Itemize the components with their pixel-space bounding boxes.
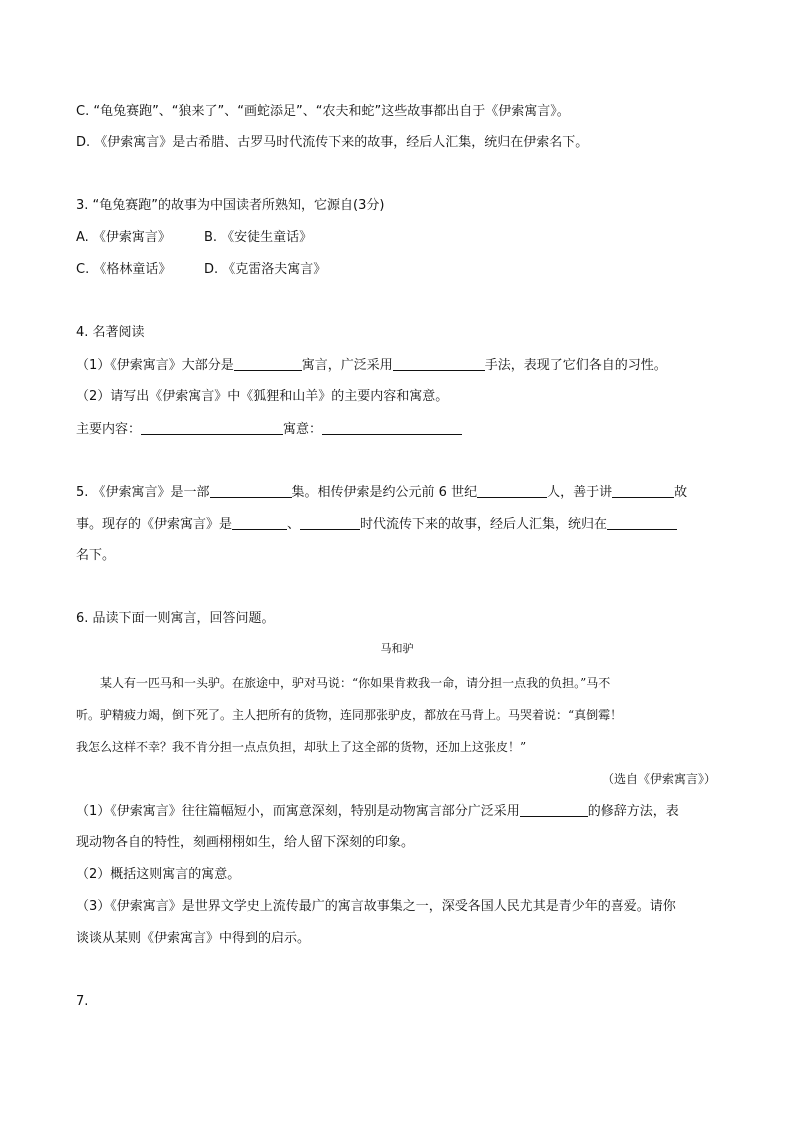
q4-content-label: 主要内容： xyxy=(76,422,142,437)
q5-blank-5[interactable] xyxy=(300,515,360,530)
q5-line-1 xyxy=(76,483,687,502)
q5-blank-6[interactable] xyxy=(607,515,677,530)
q5-line-3: 名下。 xyxy=(76,548,116,563)
q3-option-a: A. 《伊索寓言》 xyxy=(76,230,171,245)
q5-blank-2[interactable] xyxy=(477,483,547,498)
q6-story-line-1: 某人有一匹马和一头驴。在旅途中，驴对马说：“你如果肯救我一命，请分担一点我的负担。”马不 xyxy=(100,676,611,690)
q6-story-title: 马和驴 xyxy=(380,642,414,655)
q4-title: 4. 名著阅读 xyxy=(76,325,145,340)
q4-moral-label: 寓意： xyxy=(283,422,323,437)
q6-story-line-3: 我怎么这样不幸？我不肯分担一点点负担，却驮上了这全部的货物，还加上这张皮！” xyxy=(76,740,527,754)
q4-sub1-text-b: 寓言，广泛采用 xyxy=(301,358,393,373)
q4-content-blank[interactable] xyxy=(141,420,283,435)
q5-text-f: 、 xyxy=(287,517,301,532)
q5-text-g: 时代流传下来的故事，经后人汇集，统归在 xyxy=(360,517,608,532)
q4-sub2: （2）请写出《伊索寓言》中《狐狸和山羊》的主要内容和寓意。 xyxy=(76,389,449,404)
q6-sub2: （2）概括这则寓言的寓意。 xyxy=(76,867,241,882)
q6-story-line-2: 听。驴精疲力竭，倒下死了。主人把所有的货物，连同那张驴皮，都放在马背上。马哭着说：“真倒霉！ xyxy=(76,708,623,722)
q4-answer-line xyxy=(76,420,462,439)
q2-option-c: C. “龟兔赛跑”、“狼来了”、“画蛇添足”、“农夫和蛇”这些故事都出自于《伊索寓言》。 xyxy=(76,104,570,119)
q2-option-d: D. 《伊索寓言》是古希腊、古罗马时代流传下来的故事，经后人汇集，统归在伊索名下。 xyxy=(76,135,589,150)
q5-blank-1[interactable] xyxy=(210,483,292,498)
q5-blank-4[interactable] xyxy=(232,515,287,530)
q5-line-2 xyxy=(76,515,677,534)
q6-sub3-line-1: （3）《伊索寓言》是世界文学史上流传最广的寓言故事集之一，深受各国人民尤其是青少年的喜爱。请你 xyxy=(76,899,676,914)
q6-stem: 6. 品读下面一则寓言，回答问题。 xyxy=(76,611,275,626)
q3-option-b: B. 《安徒生童话》 xyxy=(204,230,313,245)
q4-blank-2[interactable] xyxy=(393,356,485,371)
q6-sub3-line-2: 谈谈从某则《伊索寓言》中得到的启示。 xyxy=(76,931,311,946)
q5-text-c: 人，善于讲 xyxy=(547,485,613,500)
q6-sub1-text-a: （1）《伊索寓言》往往篇幅短小，而寓意深刻，特别是动物寓言部分广泛采用 xyxy=(76,804,520,819)
q6-sub1-line-1 xyxy=(76,802,679,821)
q5-blank-3[interactable] xyxy=(612,483,674,498)
q4-sub1-text-c: 手法，表现了它们各自的习性。 xyxy=(484,358,667,373)
q5-text-d: 故 xyxy=(674,485,688,500)
q6-blank-1[interactable] xyxy=(520,802,588,817)
q7-number: 7. xyxy=(76,994,89,1009)
q6-sub1-text-b: 的修辞方法，表 xyxy=(587,804,679,819)
q3-stem: 3. “龟兔赛跑”的故事为中国读者所熟知，它源自(3分) xyxy=(76,198,385,213)
q4-sub1-text-a: （1）《伊索寓言》大部分是 xyxy=(76,358,234,373)
q3-option-d: D. 《克雷洛夫寓言》 xyxy=(204,262,327,277)
q5-text-a: 5. 《伊索寓言》是一部 xyxy=(76,485,210,500)
q4-sub1 xyxy=(76,356,667,375)
q6-story-source: （选自《伊索寓言》） xyxy=(601,772,716,786)
q5-text-e: 事。现存的《伊索寓言》是 xyxy=(76,517,233,532)
q4-blank-1[interactable] xyxy=(234,356,302,371)
q5-text-b: 集。相传伊索是约公元前 6 世纪 xyxy=(291,485,478,500)
q3-option-c: C. 《格林童话》 xyxy=(76,262,172,277)
q6-sub1-line-2: 现动物各自的特性，刻画栩栩如生，给人留下深刻的印象。 xyxy=(76,835,415,850)
q4-moral-blank[interactable] xyxy=(322,420,462,435)
